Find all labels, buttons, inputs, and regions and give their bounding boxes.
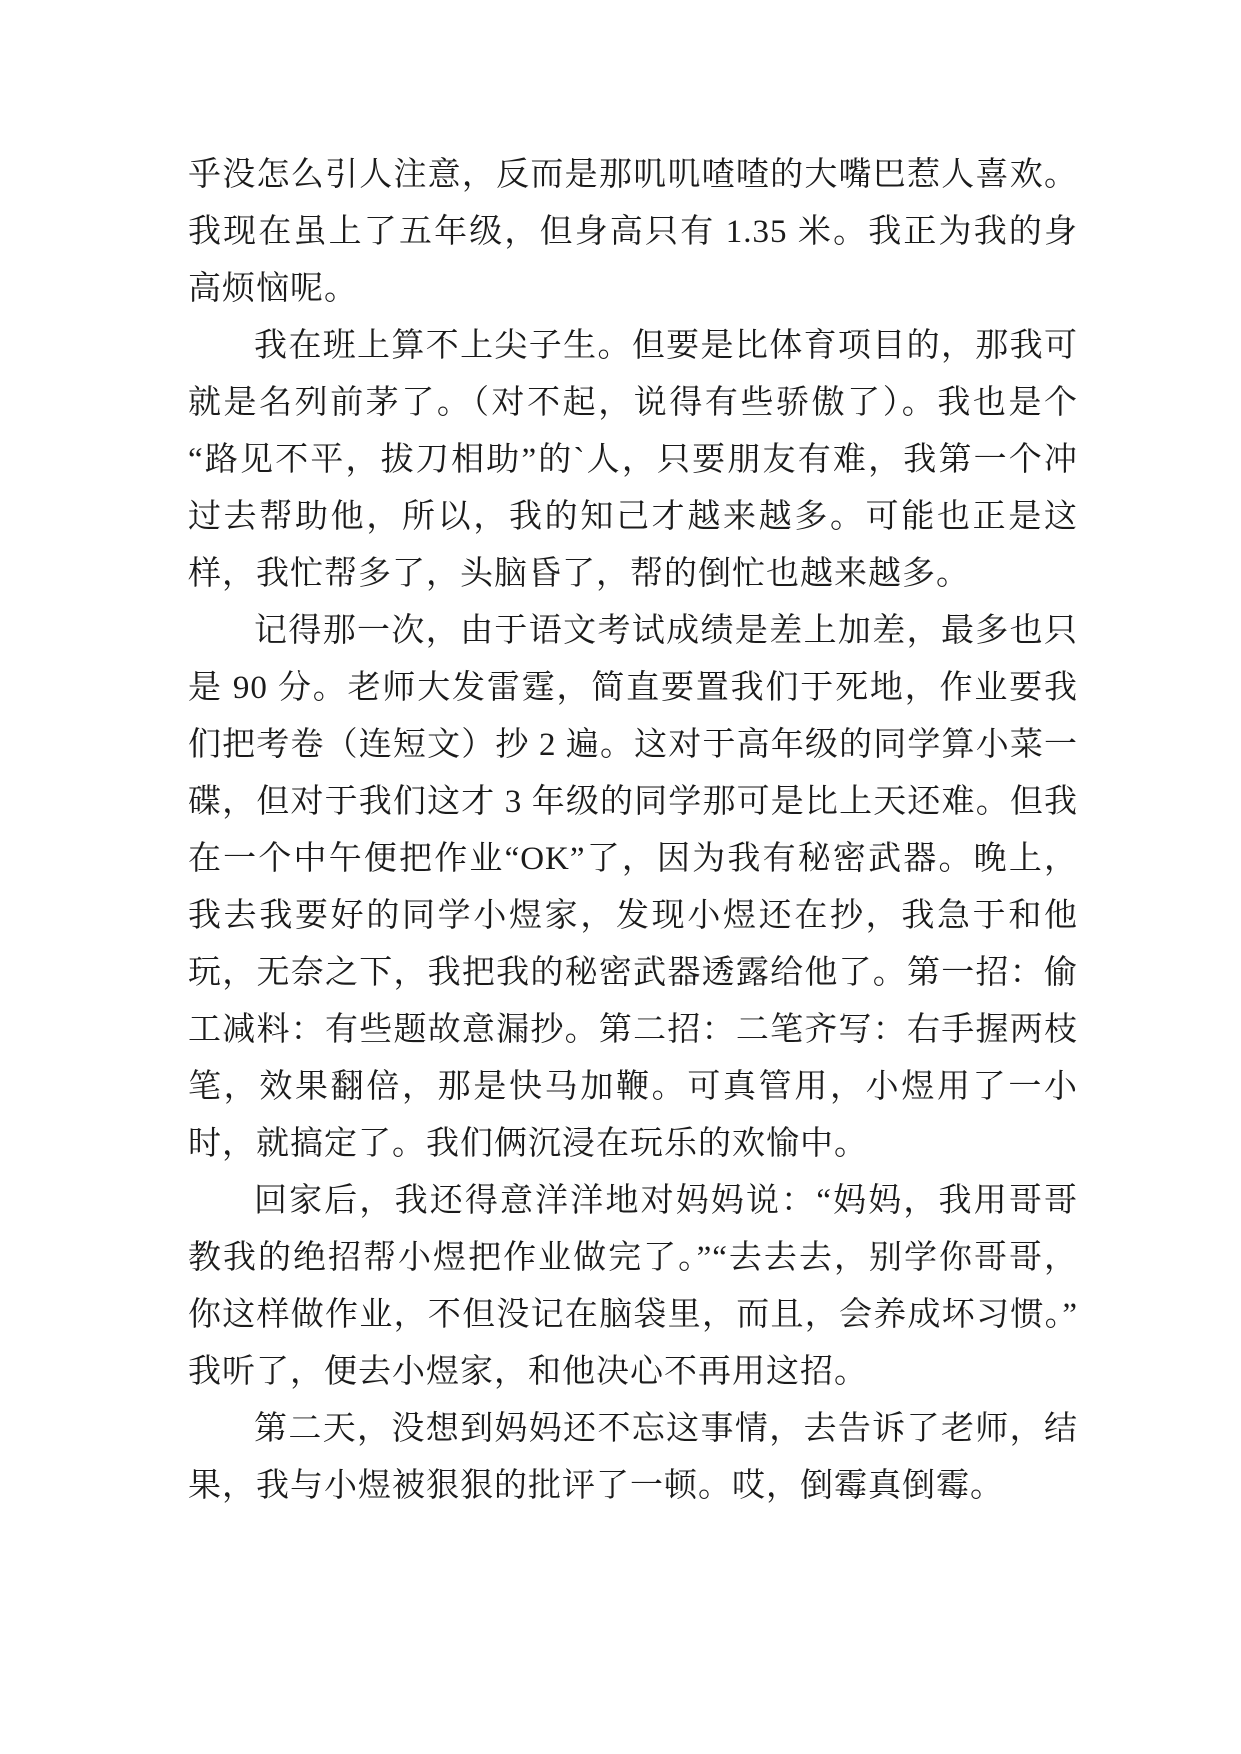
essay-text-block <box>188 147 1078 1515</box>
paragraph-2: 我在班上算不上尖子生。但要是比体育项目的，那我可就是名列前茅了。（对不起，说得有些骄傲了）。我也是个“路见不平，拔刀相助”的`人，只要朋友有难，我第一个冲过去帮助他，所以，我的知己才越来越多。可能也正是这样，我忙帮多了，头脑昏了，帮的倒忙也越来越多。 <box>188 328 1078 592</box>
paragraph-4: 回家后，我还得意洋洋地对妈妈说：“妈妈，我用哥哥教我的绝招帮小煜把作业做完了。”“去去去，别学你哥哥，你这样做作业，不但没记在脑袋里，而且，会养成坏习惯。”我听了，便去小煜家，和他决心不再用这招。 <box>188 1183 1078 1390</box>
paragraph-continuation: 乎没怎么引人注意，反而是那叽叽喳喳的大嘴巴惹人喜欢。我现在虽上了五年级，但身高只有 1.35 米。我正为我的身高烦恼呢。 <box>188 157 1078 307</box>
paragraph-3: 记得那一次，由于语文考试成绩是差上加差，最多也只是 90 分。老师大发雷霆，简直要置我们于死地，作业要我们把考卷（连短文）抄 2 遍。这对于高年级的同学算小菜一碟，但对于我们这才 3 年级的同学那可是比上天还难。但我在一个中午便把作业“OK”了，因为我有秘密武器。晚上，我去我要好的同学小煜家，发现小煜还在抄，我急于和他玩，无奈之下，我把我的秘密武器透露给他了。第一招：偷工减料：有些题故意漏抄。第二招：二笔齐写：右手握两枝笔，效果翻倍，那是快马加鞭。可真管用，小煜用了一小时，就搞定了。我们俩沉浸在玩乐的欢愉中。 <box>188 613 1078 1162</box>
paragraph-5: 第二天，没想到妈妈还不忘这事情，去告诉了老师，结果，我与小煜被狠狠的批评了一顿。哎，倒霉真倒霉。 <box>188 1411 1078 1504</box>
